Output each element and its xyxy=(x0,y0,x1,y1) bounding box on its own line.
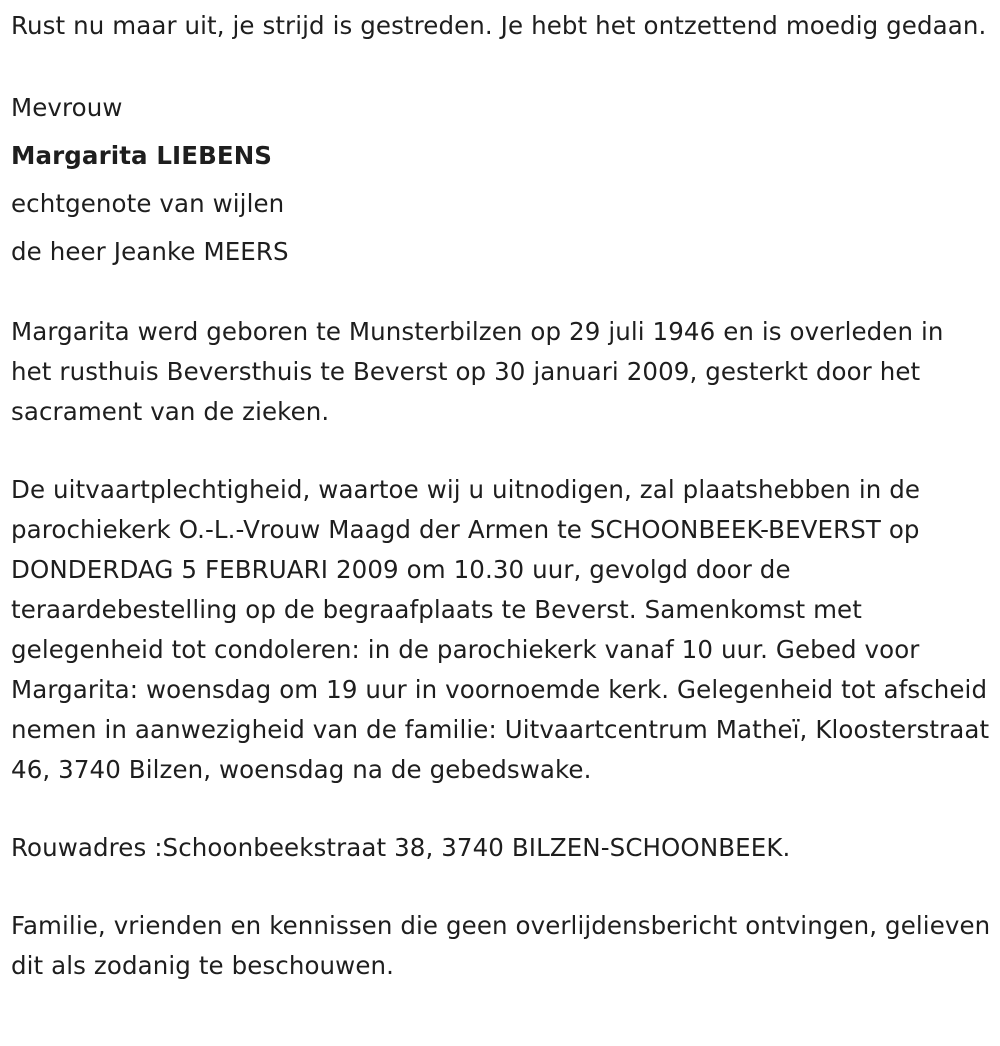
mourning-address: Rouwadres :Schoonbeekstraat 38, 3740 BILZEN-SCHOONBEEK. xyxy=(11,833,791,862)
birth-death-paragraph: Margarita werd geboren te Munsterbilzen op 29 juli 1946 en is overleden in het rusthuis Beversthuis te Beverst op 30 januari 2009, gesterkt door het sacrament van de zieken. xyxy=(11,317,944,426)
opening-text: Rust nu maar uit, je strijd is gestreden. Je hebt het ontzettend moedig gedaan. xyxy=(11,11,987,40)
deceased-name: Margarita LIEBENS xyxy=(11,141,273,170)
salutation: Mevrouw xyxy=(11,93,123,122)
relation-line-1: echtgenote van wijlen xyxy=(11,189,285,218)
closing-paragraph: Familie, vrienden en kennissen die geen overlijdensbericht ontvingen, gelieven dit als zodanig te beschouwen. xyxy=(11,911,991,980)
ceremony-paragraph: De uitvaartplechtigheid, waartoe wij u uitnodigen, zal plaatshebben in de parochiekerk O.-L.-Vrouw Maagd der Armen te SCHOONBEEK-BEVERST op DONDERDAG 5 FEBRUARI 2009 om 10.30 uur, gevolgd door de teraardebestelling op de begraafplaats te Beverst. Samenkomst met gelegenheid tot condoleren: in de parochiekerk vanaf 10 uur. Gebed voor Margarita: woensdag om 19 uur in voornoemde kerk. Gelegenheid tot afscheid nemen in aanwezigheid van de familie: Uitvaartcentrum Matheï, Kloosterstraat 46, 3740 Bilzen, woensdag na de gebedswake. xyxy=(11,475,990,784)
relation-line-2: de heer Jeanke MEERS xyxy=(11,237,289,266)
obituary-notice xyxy=(11,6,991,986)
